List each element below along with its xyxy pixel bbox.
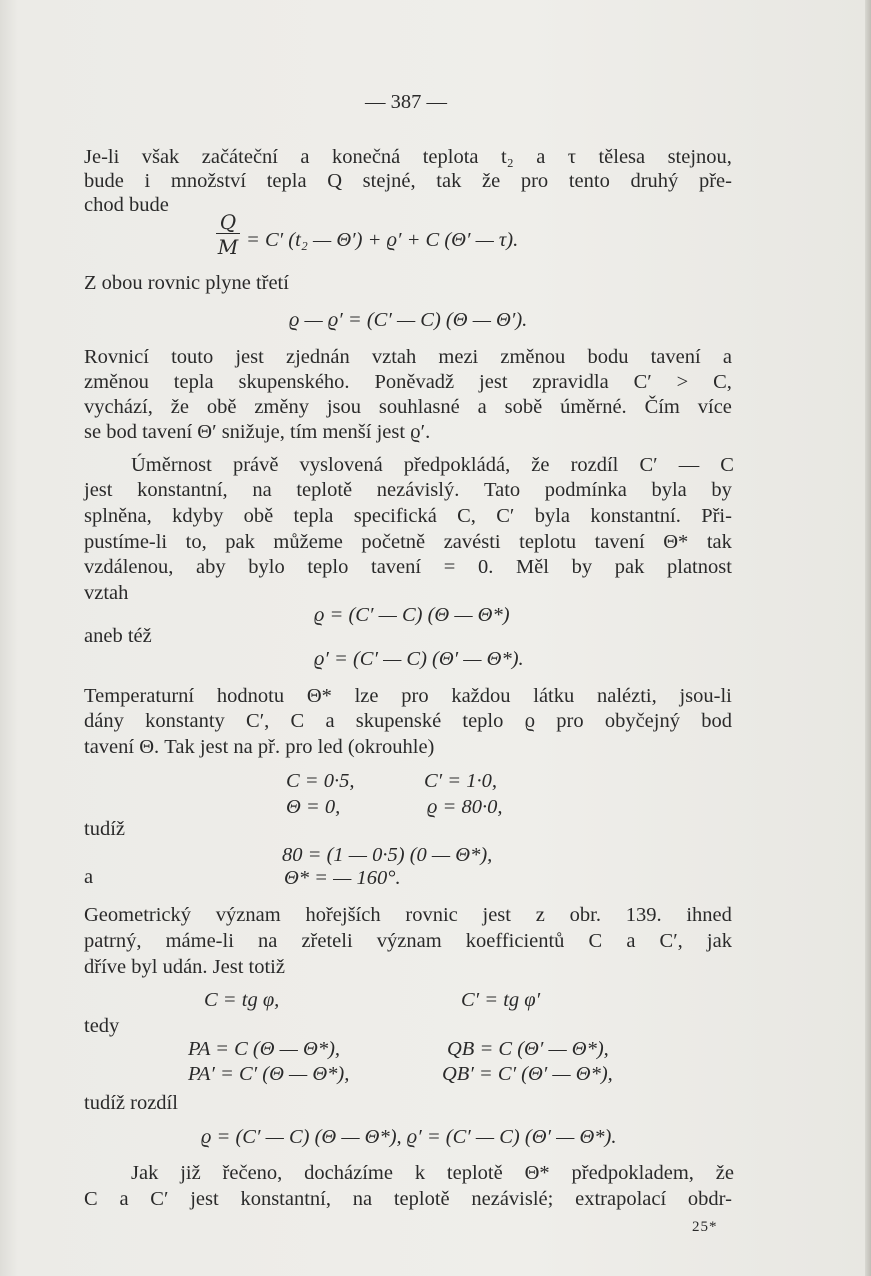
text-line-5: Rovnicí touto jest zjednán vztah mezi změnou bodu tavení a	[84, 346, 732, 368]
text-line-4: Z obou rovnic plyne třetí	[84, 272, 289, 294]
text-line-27: C a C′ jest konstantní, na teplotě nezávislé; extrapolací obdr-	[84, 1188, 732, 1210]
printer-signature: 25*	[692, 1219, 718, 1235]
tangent-c: C = tg φ,	[204, 989, 280, 1011]
text-line-8: se bod tavení Θ′ snižuje, tím menší jest ϱ′.	[84, 421, 431, 443]
ice-c-prime: C′ = 1·0,	[424, 770, 497, 792]
fraction-numerator: Q	[216, 212, 240, 234]
text-line-19: tudíž	[84, 818, 125, 840]
text-line-12: pustíme-li to, pak můžeme početně zavésti teplotu tavení Θ* tak	[84, 531, 732, 553]
text-line-11: splněna, kdyby obě tepla specifická C, C′ byla konstantní. Při-	[84, 505, 732, 527]
text-line-9: Úměrnost právě vyslovená předpokládá, že rozdíl C′ — C	[131, 454, 734, 476]
segment-pa-prime: PA′ = C′ (Θ — Θ*),	[188, 1063, 350, 1085]
ice-result: Θ* = — 160°.	[284, 867, 401, 889]
text-line-26: Jak již řečeno, docházíme k teplotě Θ* předpokladem, že	[131, 1162, 734, 1184]
text-line-2: bude i množství tepla Q stejné, tak že pro tento druhý pře-	[84, 170, 732, 192]
fraction-denominator: M	[217, 235, 239, 259]
text-line-17: dány konstanty C′, C a skupenské teplo ϱ pro obyčejný bod	[84, 710, 732, 732]
ice-c: C = 0·5,	[286, 770, 355, 792]
text-line-10: jest konstantní, na teplotě nezávislý. Tato podmínka byla by	[84, 479, 732, 501]
ice-theta: Θ = 0,	[286, 796, 341, 818]
difference-equations: ϱ = (C′ — C) (Θ — Θ*), ϱ′ = (C′ — C) (Θ′ — Θ*).	[201, 1126, 617, 1148]
text-line-15: aneb též	[84, 625, 152, 647]
equation-3: ϱ = (C′ — C) (Θ — Θ*)	[314, 604, 510, 626]
text-line-23: dříve byl udán. Jest totiž	[84, 956, 285, 978]
tangent-c-prime: C′ = tg φ′	[461, 989, 541, 1011]
ice-rho: ϱ = 80·0,	[427, 796, 503, 818]
ice-calculation: 80 = (1 — 0·5) (0 — Θ*),	[282, 844, 493, 866]
segment-qb: QB = C (Θ′ — Θ*),	[447, 1038, 609, 1060]
equation-2: ϱ — ϱ′ = (C′ — C) (Θ — Θ′).	[289, 309, 528, 331]
text-line-21: Geometrický význam hořejších rovnic jest z obr. 139. ihned	[84, 904, 732, 926]
text-line-16: Temperaturní hodnotu Θ* lze pro každou látku nalézti, jsou-li	[84, 685, 732, 707]
text-line-18: tavení Θ. Tak jest na př. pro led (okrouhle)	[84, 736, 435, 758]
equation-1: = C′ (t₂ — Θ′) + ϱ′ + C (Θ′ — τ).	[246, 229, 519, 251]
text-line-20: a	[84, 866, 94, 888]
segment-pa: PA = C (Θ — Θ*),	[188, 1038, 341, 1060]
text-line-3: chod bude	[84, 194, 169, 216]
text-line-25: tudíž rozdíl	[84, 1092, 178, 1114]
segment-qb-prime: QB′ = C′ (Θ′ — Θ*),	[442, 1063, 613, 1085]
text-line-1: Je-li však začáteční a konečná teplota t₂ a τ tělesa stejnou,	[84, 146, 732, 168]
text-line-6: změnou tepla skupenského. Poněvadž jest zpravidla C′ > C,	[84, 371, 732, 393]
text-line-14: vztah	[84, 582, 129, 604]
text-line-24: tedy	[84, 1015, 120, 1037]
fraction-q-over-m	[216, 212, 240, 257]
page-number: — 387 —	[365, 91, 447, 113]
page-edge	[865, 0, 871, 1276]
text-line-7: vychází, že obě změny jsou souhlasné a sobě úměrné. Čím více	[84, 396, 732, 418]
text-line-13: vzdálenou, aby bylo teplo tavení = 0. Měl by pak platnost	[84, 556, 732, 578]
text-line-22: patrný, máme-li na zřeteli význam koefficientů C a C′, jak	[84, 930, 732, 952]
equation-4: ϱ′ = (C′ — C) (Θ′ — Θ*).	[314, 648, 524, 670]
